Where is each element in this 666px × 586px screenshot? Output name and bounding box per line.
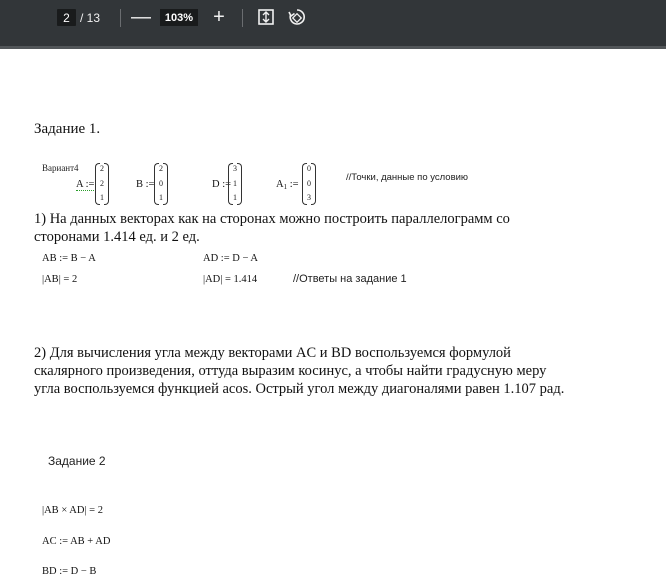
ab-norm: |AB| = 2 — [42, 274, 78, 285]
vector-d-label: D := — [212, 179, 232, 190]
variant-label: Вариант4 — [42, 163, 79, 173]
answers-comment: //Ответы на задание 1 — [293, 273, 407, 285]
vector-d: 3 1 1 — [229, 163, 241, 203]
zoom-level-input[interactable]: 103% — [160, 9, 198, 26]
toolbar-divider — [120, 9, 121, 27]
ab-definition: AB := B − A — [42, 253, 96, 264]
task2-title: Задание 2 — [48, 454, 106, 468]
vector-a: 2 2 1 — [96, 163, 108, 203]
ad-norm: |AD| = 1.414 — [203, 274, 258, 285]
vector-b: 2 0 1 — [155, 163, 167, 203]
bd-definition: BD := D − B — [42, 566, 97, 577]
cross-product-norm: |AB × AD| = 2 — [42, 505, 103, 516]
vector-a-label: A := — [76, 179, 95, 190]
page-number-input[interactable]: 2 — [57, 9, 76, 26]
paragraph2-line3: угла воспользуемся функцией acos. Острый угол между диагоналями равен 1.107 рад. — [34, 381, 565, 397]
rotate-icon[interactable] — [287, 7, 307, 27]
zoom-in-button[interactable]: + — [213, 5, 225, 28]
paragraph1-line2: сторонами 1.414 ед. и 2 ед. — [34, 229, 200, 245]
ac-definition: AC := AB + AD — [42, 536, 111, 547]
vector-a1-label: $A_1$ := — [276, 179, 299, 191]
page-total: / 13 — [80, 10, 101, 25]
task1-title: Задание 1. — [34, 121, 101, 137]
points-comment: //Точки, данные по условию — [346, 172, 469, 183]
toolbar-divider — [242, 9, 243, 27]
paragraph1-line1: 1) На данных векторах как на сторонах можно построить параллелограмм со — [34, 211, 510, 227]
fit-to-page-icon[interactable] — [256, 7, 276, 27]
vector-a1: 0 0 3 — [303, 163, 315, 203]
vector-b-label: B := — [136, 179, 155, 190]
paragraph2-line1: 2) Для вычисления угла между векторами AC и BD воспользуемся формулой — [34, 345, 511, 361]
pdf-toolbar — [0, 0, 666, 46]
zoom-out-button[interactable]: — — [131, 5, 151, 28]
paragraph2-line2: скалярного произведения, оттуда выразим косинус, а чтобы найти градусную меру — [34, 363, 547, 379]
ad-definition: AD := D − A — [203, 253, 259, 264]
